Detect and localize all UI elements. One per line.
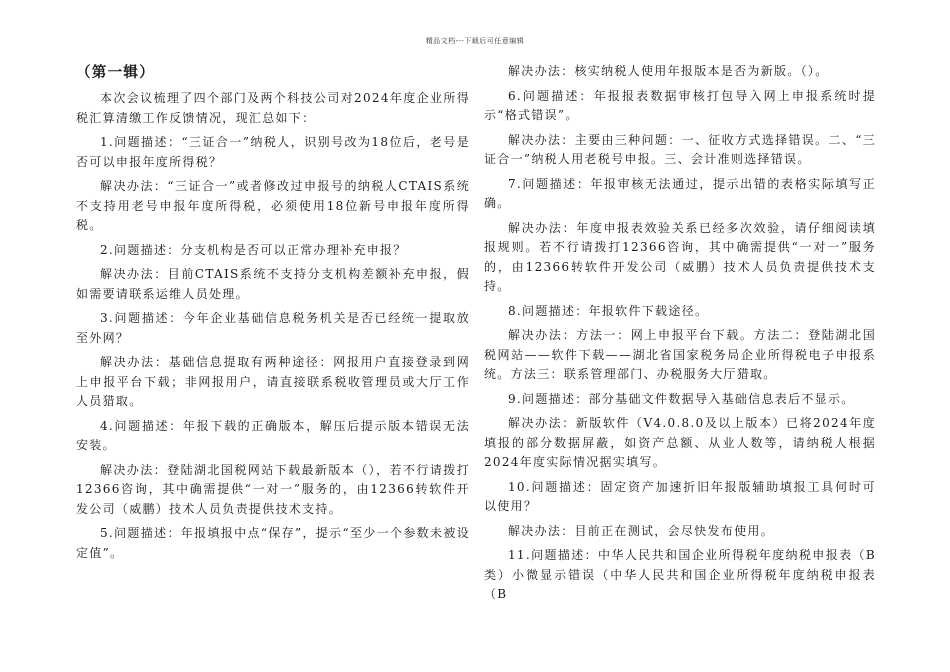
- paragraph-q10: 10.问题描述：固定资产加速折旧年报版辅助填报工具何时可以使用？: [484, 479, 876, 513]
- right-column: [484, 62, 876, 610]
- paragraph-a2: 解决办法：目前CTAIS系统不支持分支机构差额补充申报，假如需要请联系运维人员处理。: [76, 267, 470, 301]
- paragraph-a10: 解决办法：目前正在测试，会尽快发布使用。: [508, 523, 775, 538]
- paragraph-a6: 解决办法：主要由三种问题：一、征收方式选择错误。二、“三证合一”纳税人用老税号申报。三、会计准则选择错误。: [484, 132, 876, 166]
- section-title: （第一辑）: [76, 64, 155, 81]
- paragraph-a7: 解决办法：年度申报表效验关系已经多次效验，请仔细阅读填报规则。若不行请拨打12366咨询，其中确需提供“一对一”服务的，由12366转软件开发公司（威鹏）技术人员负责提供技术支持。: [484, 220, 876, 293]
- paragraph-a1: 解决办法：“三证合一”或者修改过申报号的纳税人CTAIS系统不支持用老号申报年度所得税，必须使用18位新号申报年度所得税。: [76, 179, 470, 232]
- paragraph-q8: 8.问题描述：年报软件下载途径。: [508, 303, 709, 318]
- paragraph-a3: 解决办法：基础信息提取有两种途径：网报用户直接登录到网上申报平台下载；非网报用户，请直接联系税收管理员或大厅工作人员猎取。: [76, 355, 470, 408]
- paragraph-q9: 9.问题描述：部分基础文件数据导入基础信息表后不显示。: [508, 391, 855, 406]
- paragraph-a4: 解决办法：登陆湖北国税网站下载最新版本（），若不行请拨打12366咨询，其中确需提供“一对一”服务的，由12366转软件开发公司（威鹏）技术人员负责提供技术支持。: [76, 462, 470, 516]
- paragraph-q2: 2.问题描述：分支机构是否可以正常办理补充申报？: [100, 242, 407, 257]
- paragraph-q5: 5.问题描述：年报填报中点“保存”，提示“至少一个参数未被设定值”。: [76, 526, 470, 560]
- paragraph-q3: 3.问题描述：今年企业基础信息税务机关是否已经统一提取放至外网？: [76, 311, 470, 345]
- paragraph-q7: 7.问题描述：年报审核无法通过，提示出错的表格实际填写正确。: [484, 176, 876, 210]
- paragraph-intro: 本次会议梳理了四个部门及两个科技公司对2024年度企业所得税汇算清缴工作反馈情况，现汇总如下：: [76, 91, 470, 125]
- paragraph-q4: 4.问题描述：年报下载的正确版本，解压后提示版本错误无法安装。: [76, 418, 470, 452]
- paragraph-a5: 解决办法：核实纳税人使用年报版本是否为新版。（）。: [508, 64, 829, 78]
- paragraph-q6: 6.问题描述：年报报表数据审核打包导入网上申报系统时提示“格式错误”。: [484, 88, 876, 122]
- paragraph-q1: 1.问题描述：“三证合一”纳税人，识别号改为18位后，老号是否可以申报年度所得税？: [76, 135, 470, 169]
- page-header: 精品文档---下载后可任意编辑: [425, 37, 525, 45]
- paragraph-q11: 11.问题描述：中华人民共和国企业所得税年度纳税申报表（B类）小微显示错误（中华人民共和国企业所得税年度纳税申报表（B: [484, 548, 876, 601]
- paragraph-a9: 解决办法：新版软件（V4.0.8.0及以上版本）已将2024年度填报的部分数据屏蔽，如资产总额、从业人数等，请纳税人根据2024年度实际情况据实填写。: [484, 416, 876, 469]
- left-column: [76, 62, 470, 568]
- paragraph-a8: 解决办法：方法一：网上申报平台下载。方法二：登陆湖北国税网站——软件下载——湖北省国家税务局企业所得税电子申报系统。方法三：联系管理部门、办税服务大厅猎取。: [484, 328, 876, 381]
